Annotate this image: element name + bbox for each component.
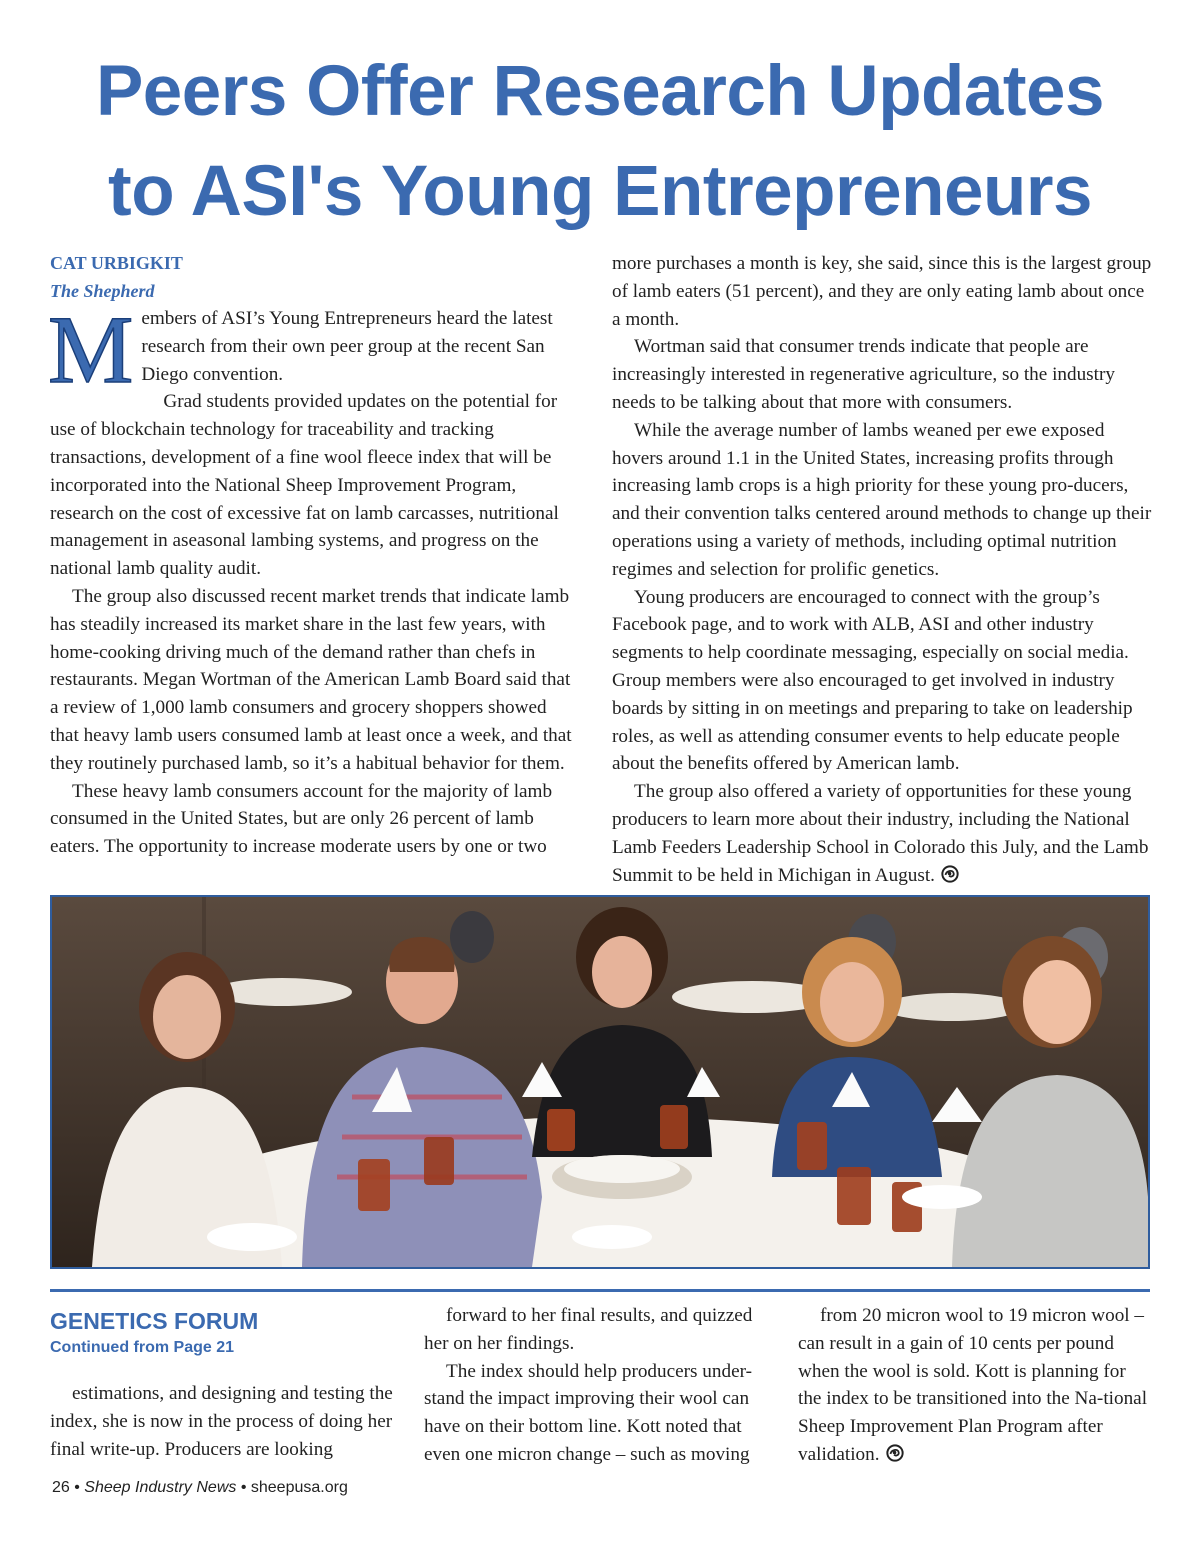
website: • sheepusa.org xyxy=(240,1479,348,1496)
banquet-photo-illustration xyxy=(52,897,1148,1267)
continued-column-1 xyxy=(50,1302,400,1463)
continued-paragraph-2: forward to her final results, and quizzed her on her findings. xyxy=(424,1305,753,1354)
paragraph-1-text: embers of ASI’s Young Entrepreneurs heard the latest research from their own peer group at the recent San Diego convention. xyxy=(141,308,553,385)
article-paragraph-3: The group also discussed recent market trends that indicate lamb has steadily increased its market share in the last few years, with home-cooking driving much of the demand rather than chefs in restaurants. Megan Wortman of the American Lamb Board said that a review of 1,000 lamb consumers and grocery shoppers showed that heavy lamb users consumed lamb at least once a week, and that they routinely purchased lamb, so it’s a habitual behavior for them. xyxy=(50,585,572,774)
page-number: 26 • xyxy=(52,1479,80,1496)
article-paragraph-5: Wortman said that consumer trends indicate that people are increasingly interested in regenerative agriculture, so the industry needs to be talking about that more with consumers. xyxy=(612,336,1115,413)
headline-line-1: Peers Offer Research Updates xyxy=(95,52,1105,131)
article-column-1 xyxy=(50,250,578,861)
article-paragraph-1 xyxy=(48,296,578,403)
magazine-name: Sheep Industry News xyxy=(84,1479,237,1496)
continued-column-2 xyxy=(424,1302,776,1469)
end-of-article-icon xyxy=(886,1444,904,1462)
article-column-2 xyxy=(612,250,1152,889)
drop-cap: M xyxy=(48,296,134,403)
article-paragraph-4-cont: more purchases a month is key, she said, since this is the largest group of lamb eaters (51 percent), and they are only eating lamb about once a month. xyxy=(612,253,1152,330)
headline-line-2: to ASI's Young Entrepreneurs xyxy=(108,152,1092,231)
continued-heading: GENETICS FORUM xyxy=(50,1308,259,1334)
article-paragraph-8 xyxy=(612,778,1152,889)
paragraph-8-text: The group also offered a variety of opportunities for these young producers to learn more about their industry, including the National Lamb Feeders Leadership School in Colorado this July, and the Lamb Summit to be held in Michigan in August. xyxy=(612,781,1149,886)
continued-paragraph-3: The index should help producers under-stand the impact improving their wool can have on their bottom line. Kott noted that even one micron change – such as moving xyxy=(424,1360,752,1465)
continued-paragraph-1: estimations, and designing and testing the index, she is now in the process of doing her final write-up. Producers are looking xyxy=(50,1383,393,1460)
end-of-article-icon xyxy=(941,865,959,883)
continued-from-label: Continued from Page 21 xyxy=(50,1339,235,1356)
article-paragraph-7: Young producers are encouraged to connect with the group’s Facebook page, and to work with ALB, ASI and other industry segments to help coordinate messaging, especially on social media. Group members were also encouraged to get involved in industry boards by sitting in on meetings and preparing to take on leadership roles, as well as attending consumer events to help educate people about the benefits offered by American lamb. xyxy=(612,586,1133,775)
article-paragraph-6: While the average number of lambs weaned per ewe exposed hovers around 1.1 in the United States, increasing profits through increasing lamb crops is a high priority for these young pro-ducers, and their convention talks centered around methods to change up their operations using a variety of methods, including optimal nutrition regimes and selection for prolific genetics. xyxy=(612,419,1152,580)
banquet-photo xyxy=(50,895,1150,1269)
continued-paragraph-4-text: from 20 micron wool to 19 micron wool – can result in a gain of 10 cents per pound when the wool is sold. Kott is planning for the index to be transitioned into the Na-tional Sheep Improvement Plan Program after validation. xyxy=(798,1305,1148,1465)
article-paragraph-4: These heavy lamb consumers account for the majority of lamb consumed in the United States, but are only 26 percent of lamb eaters. The opportunity to increase moderate users by one or two xyxy=(50,780,553,858)
headline xyxy=(40,42,1160,242)
page-footer xyxy=(52,1479,348,1497)
article-paragraph-2: Grad students provided updates on the potential for use of blockchain technology for traceability and tracking transactions, development of a fine wool fleece index that will be incorporated into the National Sheep Improvement Program, research on the cost of excessive fat on lamb carcasses, nutritional management in aseasonal lambing systems, and progress on the national lamb quality audit. xyxy=(50,391,559,580)
continued-paragraph-4 xyxy=(798,1302,1152,1469)
section-divider xyxy=(50,1289,1150,1292)
continued-column-3 xyxy=(798,1302,1152,1469)
author-byline: CAT URBIGKIT xyxy=(50,253,183,273)
publication-credit: The Shepherd xyxy=(50,281,155,301)
